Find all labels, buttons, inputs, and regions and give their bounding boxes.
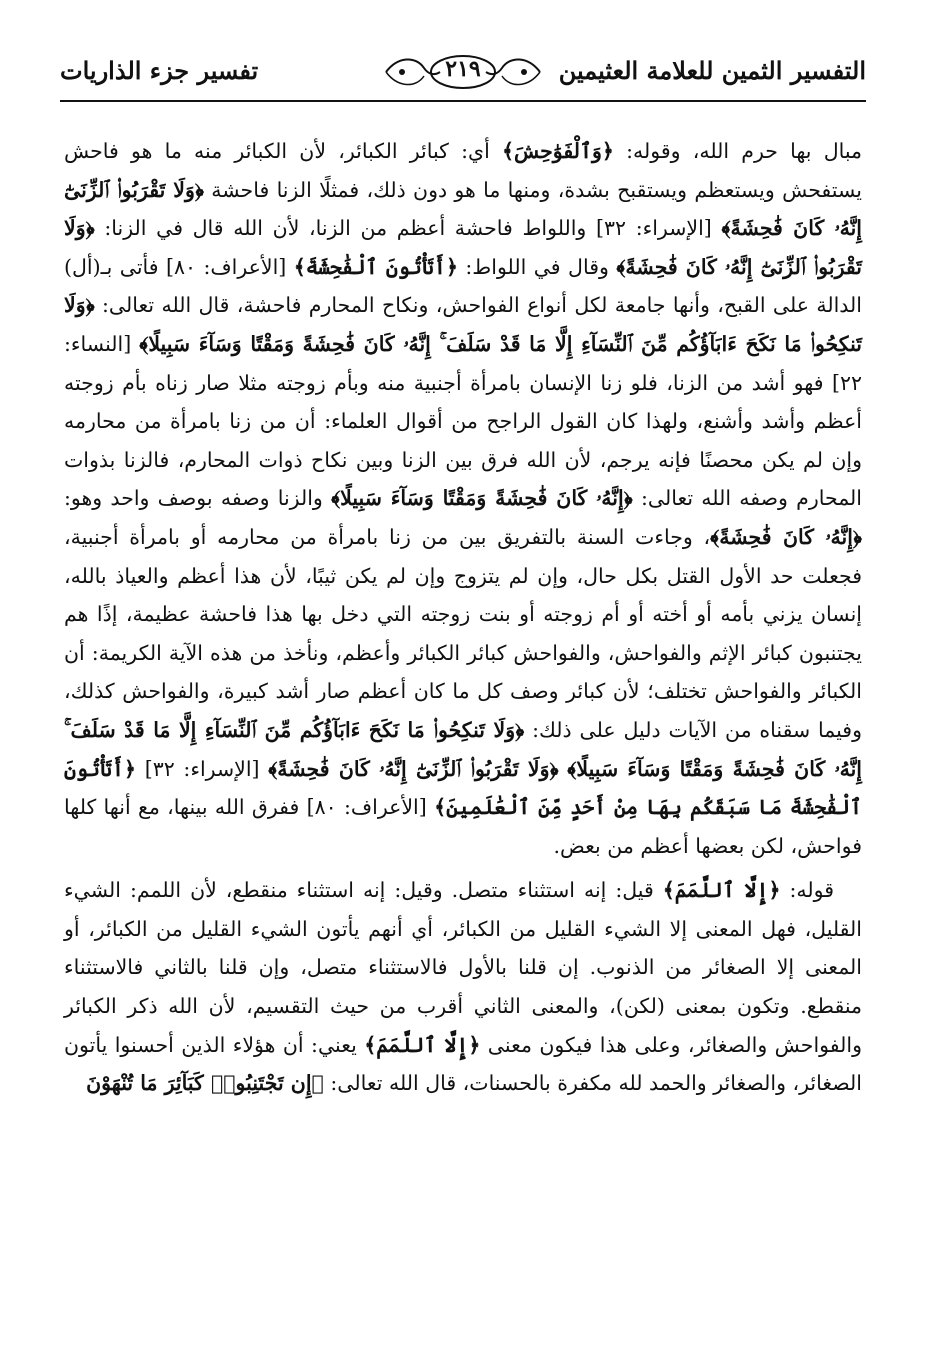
page-number: ٢١٩ (445, 56, 481, 82)
book-title: التفسير الثمين للعلامة العثيمين (558, 56, 866, 85)
paragraph (64, 132, 862, 865)
quran-verse: ﴿إِنَّهُۥ كَانَ فَٰحِشَةً﴾ (710, 524, 862, 549)
quran-verse: ﴿وَلَا تَقْرَبُوا۟ ٱلزِّنَىٰٓ إِنَّهُۥ كَانَ فَٰحِشَةً﴾ (64, 177, 862, 241)
quran-verse: ﴿أَتَأْتُونَ ٱلْفَٰحِشَةَ مَا سَبَقَكُم بِهَا مِنْ أَحَدٍ مِّنَ ٱلْعَٰلَمِينَ﴾ (64, 756, 862, 820)
text-segment: أي: كبائر الكبائر، لأن الكبائر منه ما هو فاحش يستفحش ويستعظم ويستقبح بشدة، ومنها ما هو دون ذلك، فمثلًا الزنا فاحشة (64, 139, 862, 202)
text-segment: وقال في اللواط: (457, 254, 617, 279)
page-body (64, 132, 862, 1109)
header-divider (60, 100, 866, 102)
quran-verse: ﴿وَلَا تَنكِحُوا۟ مَا نَكَحَ ءَابَآؤُكُم مِّنَ ٱلنِّسَآءِ إِلَّا مَا قَدْ سَلَفَ ۚ إِنَّهُۥ كَانَ فَٰحِشَةً وَمَقْتًا وَسَآءَ سَبِيلًا﴾ (64, 717, 863, 781)
quran-verse: ﴿إِلَّا ٱللَّمَمَ﴾ (662, 878, 781, 903)
text-segment: [النساء: ٢٢] فهو أشد من الزنا، فلو زنا الإنسان بامرأة أجنبية منه وبأم زوجته مثلا صار زناه بأم زوجته أعظم وأشد وأشنع، ولهذا كان القول الراجح من أقوال العلماء: أن من زنا بامرأة من محارمه وإن لم يكن محصنًا فإنه يرجم، لأن الله فرق بين الزنا وبين نكاح ذوات المحارم، فالزنا بذوات المحارم وصفه الله تعالى: (64, 331, 862, 511)
quran-verse: ﴿إِلَّا ٱللَّمَمَ﴾ (364, 1032, 481, 1057)
text-segment: [الأعراف: ٨٠] فأتى بـ(أل) الدالة على القبح، وأنها جامعة لكل أنواع الفواحش، ونكاح المحارم فاحشة، قال الله تعالى: (64, 254, 862, 318)
text-segment (559, 757, 568, 781)
page-header (60, 48, 866, 108)
text-segment: ، وجاءت السنة بالتفريق بين من زنا بامرأة من محارمه أو بامرأة أجنبية، فجعلت حد الأول القتل بكل حال، وإن لم يتزوج وإن لم يكن ثيبًا، لأن هذا أعظم والعياذ بالله، إنسان يزني بأمه أو أخته أو أم زوجته أو بنت زوجته التي دخل بها هذا فاحشة عظيمة، إذًا هم يجتنبون كبائر الإثم والفواحش، والفواحش كبائر الكبائر وأعظم، ونأخذ من هذه الآية الكريمة: أن الكبائر والفواحش تختلف؛ لأن كبائر وصف كل ما كان أعظم صار أشد كبيرة، والفواحش كذلك، وفيما سقناه من الآيات دليل على ذلك: (64, 524, 862, 742)
text-segment: يعني: أن هؤلاء الذين أحسنوا يأتون الصغائر، والصغائر والحمد لله مكفرة بالحسنات، قال الله تعالى: (64, 1032, 862, 1096)
text-segment: [الأعراف: ٨٠] ففرق الله بينها، مع أنها كلها فواحش، لكن بعضها أعظم من بعض. (64, 795, 862, 858)
quran-verse: ﴿وَلَا تَقْرَبُوا۟ ٱلزِّنَىٰٓ إِنَّهُۥ كَانَ فَٰحِشَةً﴾ (268, 756, 559, 781)
quran-verse: ﴿إِن تَجْتَنِبُوا۟ كَبَآئِرَ مَا تُنْهَوْنَ (86, 1071, 324, 1096)
text-segment: قيل: إنه استثناء متصل. وقيل: إنه استثناء منقطع، لأن اللمم: الشيء القليل، فهل المعنى إلا الشيء القليل من الكبائر، أي أنهم يأتون الشيء القليل من الكبائر، أو المعنى إلا الصغائر من الذنوب. إن قلنا بالأول فالاستثناء متصل، وإن قلنا بالثاني فالاستثناء منقطع. وتكون بمعنى (لكن)، والمعنى الثاني أقرب من حيث التقسيم، لأن الله ذكر الكبائر والفواحش والصغائر، وعلى هذا فيكون معنى (64, 878, 862, 1057)
text-segment: [الإسراء: ٣٢] (136, 756, 269, 781)
quran-verse: ﴿وَلَا تَنكِحُوا۟ مَا نَكَحَ ءَابَآؤُكُم مِّنَ ٱلنِّسَآءِ إِلَّا مَا قَدْ سَلَفَ ۚ إِنَّهُۥ كَانَ فَٰحِشَةً وَمَقْتًا وَسَآءَ سَبِيلًا﴾ (64, 293, 862, 356)
text-segment: والزنا وصفه بوصف واحد وهو: (64, 486, 332, 511)
text-segment: [الإسراء: ٣٢] واللواط فاحشة أعظم من الزنا، لأن الله قال في الزنا: (94, 216, 722, 241)
text-segment: قوله: (780, 878, 834, 903)
text-segment: مبال بها حرم الله، وقوله: (613, 139, 863, 163)
quran-verse: ﴿وَٱلْفَوَٰحِشَ﴾ (501, 139, 614, 163)
section-title: تفسير جزء الذاريات (60, 56, 259, 85)
quran-verse: ﴿وَلَا تَقْرَبُوا۟ ٱلزِّنَىٰٓ إِنَّهُۥ كَانَ فَٰحِشَةً﴾ (64, 216, 862, 279)
quran-verse: ﴿أَتَأْتُونَ ٱلْفَٰحِشَةَ﴾ (293, 254, 458, 279)
quran-verse: ﴿إِنَّهُۥ كَانَ فَٰحِشَةً وَمَقْتًا وَسَآءَ سَبِيلًا﴾ (331, 486, 633, 511)
paragraph (64, 871, 862, 1103)
